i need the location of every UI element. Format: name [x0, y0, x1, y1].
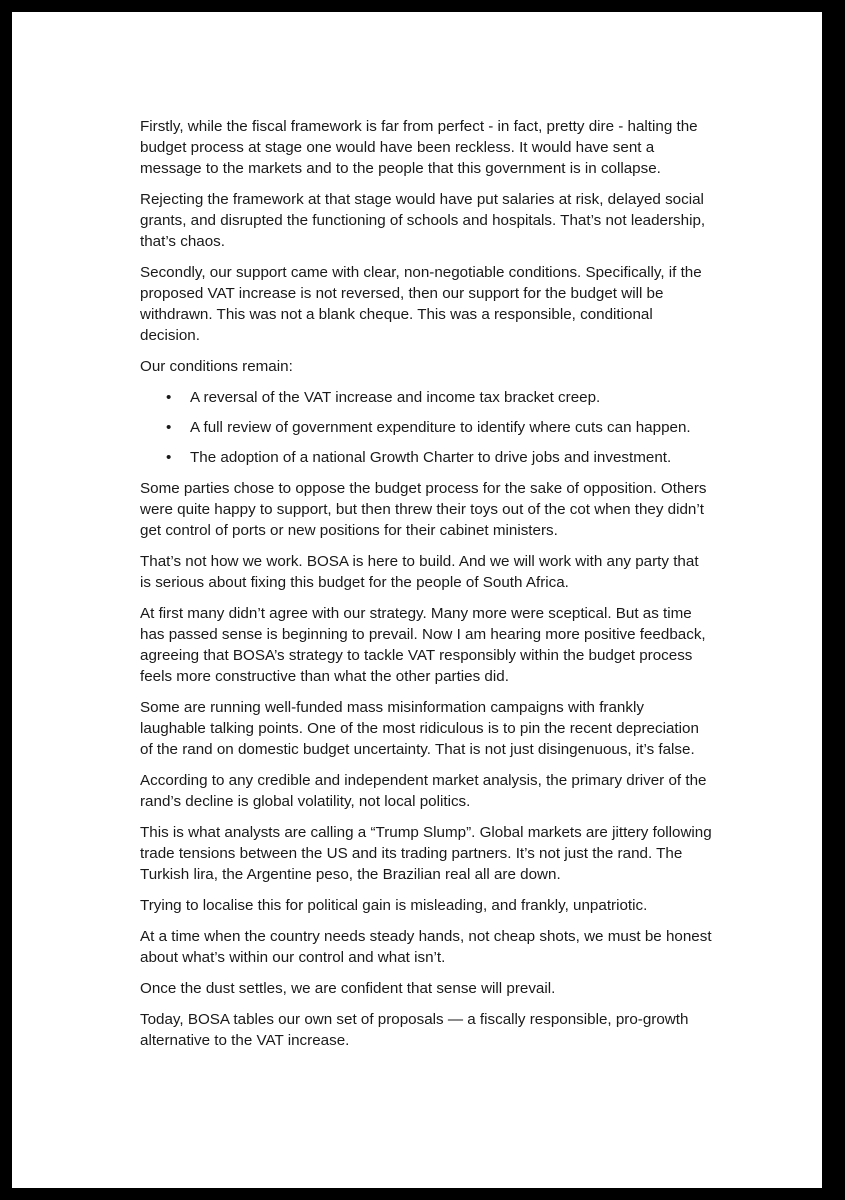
- paragraph-market-analysis: According to any credible and independent market analysis, the primary driver of the rand’s decline is global volatility, not local politics.: [140, 772, 707, 810]
- condition-text: A full review of government expenditure to identify where cuts can happen.: [190, 419, 691, 436]
- paragraph-bosa-builds: That’s not how we work. BOSA is here to build. And we will work with any party that is serious about fixing this budget for the people of South Africa.: [140, 553, 699, 591]
- paragraph-proposals: Today, BOSA tables our own set of proposals — a fiscally responsible, pro-growth alternative to the VAT increase.: [140, 1011, 689, 1049]
- condition-text: The adoption of a national Growth Charter to drive jobs and investment.: [190, 449, 672, 466]
- paragraph-dust-settles: Once the dust settles, we are confident that sense will prevail.: [140, 980, 556, 997]
- document-body: [140, 116, 712, 1061]
- paragraph-localise: Trying to localise this for political gain is misleading, and frankly, unpatriotic.: [140, 897, 648, 914]
- paragraph-conditions-intro: Our conditions remain:: [140, 358, 293, 375]
- bullet-icon: •: [166, 449, 172, 466]
- paragraph-steady-hands: At a time when the country needs steady hands, not cheap shots, we must be honest about what’s within our control and what isn’t.: [140, 928, 712, 966]
- conditions-list: [140, 387, 712, 468]
- paragraph-trump-slump: This is what analysts are calling a “Trump Slump”. Global markets are jittery following trade tensions between the US and its trading partners. It’s not just the rand. The Turkish lira, the Argentine peso, the Brazilian real all are down.: [140, 824, 712, 883]
- condition-text: A reversal of the VAT increase and income tax bracket creep.: [190, 389, 601, 406]
- paragraph-opposition-parties: Some parties chose to oppose the budget process for the sake of opposition. Others were quite happy to support, but then threw their toys out of the cot when they didn’t get control of ports or new positions for their cabinet ministers.: [140, 480, 707, 539]
- list-item: [140, 447, 712, 468]
- list-item: [140, 387, 712, 408]
- paragraph-rejecting-framework: Rejecting the framework at that stage would have put salaries at risk, delayed social grants, and disrupted the functioning of schools and hospitals. That’s not leadership, that’s chaos.: [140, 191, 706, 250]
- paragraph-strategy-feedback: At first many didn’t agree with our strategy. Many more were sceptical. But as time has passed sense is beginning to prevail. Now I am hearing more positive feedback, agreeing that BOSA’s strategy to tackle VAT responsibly within the budget process feels more constructive than what the other parties did.: [140, 605, 706, 685]
- paragraph-fiscal-framework: Firstly, while the fiscal framework is far from perfect - in fact, pretty dire - halting the budget process at stage one would have been reckless. It would have sent a message to the markets and to the people that this government is in collapse.: [140, 118, 698, 177]
- bullet-icon: •: [166, 419, 172, 436]
- paragraph-conditional-support: Secondly, our support came with clear, non-negotiable conditions. Specifically, if the proposed VAT increase is not reversed, then our support for the budget will be withdrawn. This was not a blank cheque. This was a responsible, conditional decision.: [140, 264, 702, 344]
- paragraph-misinformation: Some are running well-funded mass misinformation campaigns with frankly laughable talking points. One of the most ridiculous is to pin the recent depreciation of the rand on domestic budget uncertainty. That is not just disingenuous, it’s false.: [140, 699, 699, 758]
- bullet-icon: •: [166, 389, 172, 406]
- document-page: [12, 12, 822, 1188]
- list-item: [140, 417, 712, 438]
